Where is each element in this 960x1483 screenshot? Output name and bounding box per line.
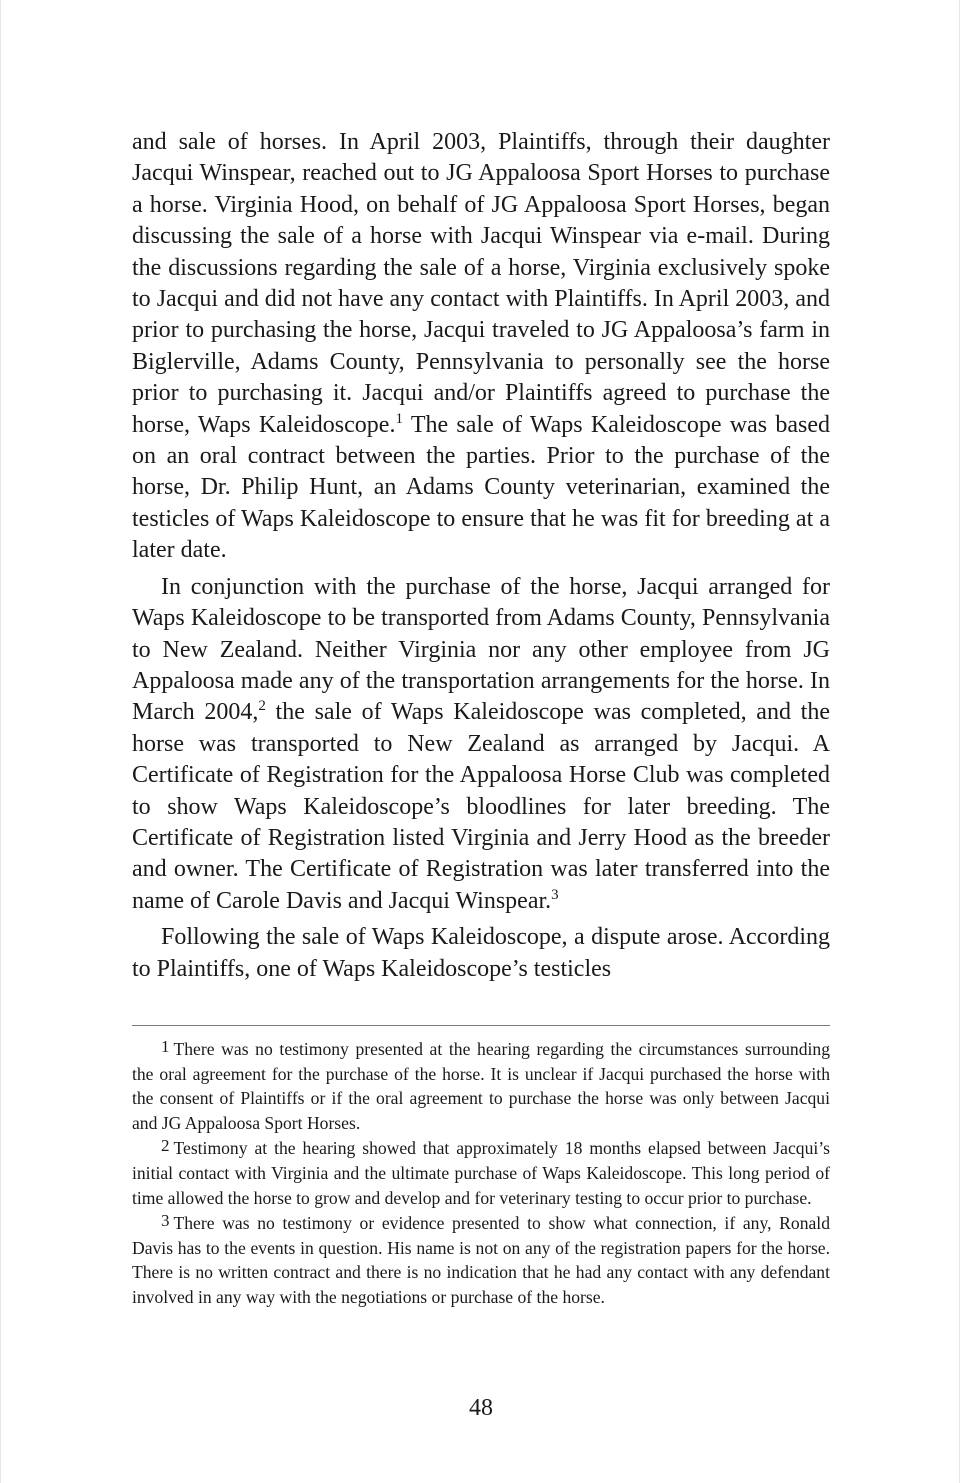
footnote-text-1: There was no testimony presented at the hearing regarding the circumstances surrounding the oral agreement for the purchase of the horse. It is unclear if Jacqui purchased the horse with the consent of Plaintiffs or if the oral agreement to purchase the horse was only between Jacqui and JG Appaloosa Sport Horses. <box>132 1039 830 1133</box>
footnote-ref-3: 3 <box>551 886 559 903</box>
paragraph-2-text-b: the sale of Waps Kaleidoscope was completed, and the horse was transported to New Zealand as arranged by Jacqui. A Certificate of Registration for the Appaloosa Horse Club was completed to show Waps Kaleidoscope’s bloodlines for later breeding. The Certificate of Registration listed Virginia and Jerry Hood as the breeder and owner. The Certificate of Registration was later transferred into the name of Carole Davis and Jacqui Winspear. <box>132 699 830 914</box>
footnote-text-3: There was no testimony or evidence presented to show what connection, if any, Ronald Davis has to the events in question. His name is not on any of the registration papers for the horse. There is no written contract and there is no indication that he had any contact with any defendant involved in any way with the negotiations or purchase of the horse. <box>132 1213 830 1307</box>
footnotes <box>132 1037 830 1310</box>
paragraph-1-text-a: and sale of horses. In April 2003, Plaintiffs, through their daughter Jacqui Winspear, reached out to JG Appaloosa Sport Horses to purchase a horse. Virginia Hood, on behalf of JG Appaloosa Sport Horses, began discussing the sale of a horse with Jacqui Winspear via e-mail. During the discussions regarding the sale of a horse, Virginia exclusively spoke to Jacqui and did not have any contact with Plaintiffs. In April 2003, and prior to purchasing the horse, Jacqui traveled to JG Appaloosa’s farm in Biglerville, Adams County, Pennsylvania to personally see the horse prior to purchasing it. Jacqui and/or Plaintiffs agreed to purchase the horse, Waps Kaleidoscope. <box>132 129 830 438</box>
paragraph-3 <box>132 922 830 985</box>
paragraph-3-text: Following the sale of Waps Kaleidoscope, a dispute arose. According to Plaintiffs, one of Waps Kaleidoscope’s testicles <box>132 924 830 982</box>
footnote-2 <box>132 1136 830 1210</box>
footnote-mark-3: 3 <box>161 1211 170 1231</box>
footnote-3 <box>132 1211 830 1309</box>
paragraph-2-text-a: In conjunction with the purchase of the horse, Jacqui arranged for Waps Kaleidoscope to be transported from Adams County, Pennsylvania to New Zealand. Neither Virginia nor any other employee from JG Appaloosa made any of the transportation arrangements for the horse. In March 2004, <box>132 573 830 726</box>
footnote-mark-1: 1 <box>161 1037 170 1056</box>
paragraph-2 <box>132 572 830 917</box>
paragraph-1 <box>132 127 830 567</box>
paragraph-1-text-b: The sale of Waps Kaleidoscope was based on an oral contract between the parties. Prior to the purchase of the horse, Dr. Philip Hunt, an Adams County veterinarian, examined the testicles of Waps Kaleidoscope to ensure that he was fit for breeding at a later date. <box>132 411 831 564</box>
footnote-text-2: Testimony at the hearing showed that approximately 18 months elapsed between Jacqui’s initial contact with Virginia and the ultimate purchase of Waps Kaleidoscope. This long period of time allowed the horse to grow and develop and for veterinary testing to occur prior to purchase. <box>132 1138 830 1208</box>
footnote-divider <box>132 1025 830 1026</box>
main-text <box>132 127 830 985</box>
footnote-1 <box>132 1037 830 1135</box>
footnote-mark-2: 2 <box>161 1136 170 1156</box>
page-number: 48 <box>469 1395 493 1421</box>
footnote-ref-2: 2 <box>258 698 266 715</box>
footnote-ref-1: 1 <box>395 410 403 427</box>
